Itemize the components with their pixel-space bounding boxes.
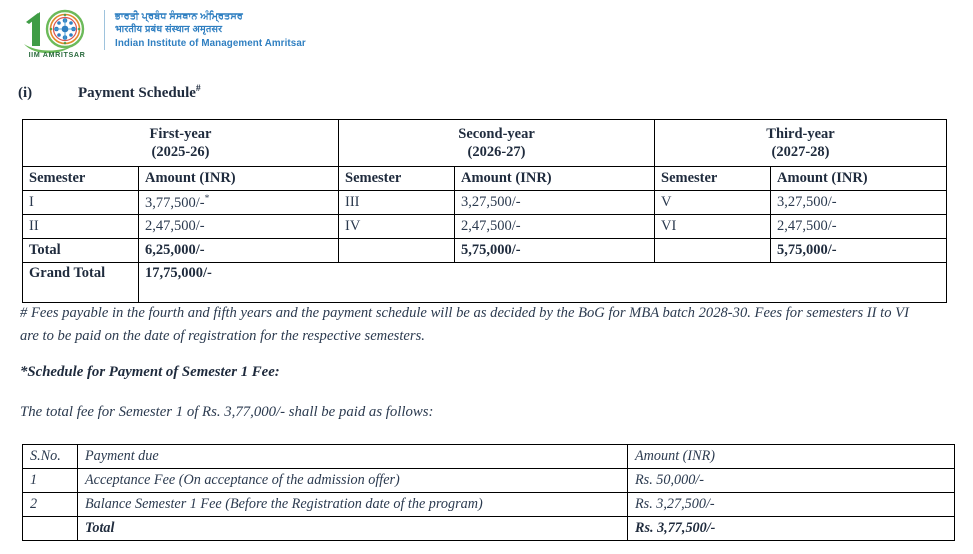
column-header-payment-due: Payment due (78, 445, 628, 469)
semester-1-schedule-heading: *Schedule for Payment of Semester 1 Fee: (20, 364, 280, 380)
section-title: Payment Schedule (78, 85, 196, 101)
year-group-period: (2026-27) (467, 144, 526, 160)
anniversary-mandala-icon (18, 6, 96, 56)
amount-y1: 2,47,500/- (139, 215, 339, 239)
row-payment-due: Acceptance Fee (On acceptance of the admission offer) (78, 469, 628, 493)
section-heading (18, 84, 201, 102)
row-sno: 2 (23, 493, 78, 517)
row-amount: Rs. 50,000/- (628, 469, 955, 493)
year-group-second (339, 120, 655, 167)
fee-footnote: # Fees payable in the fourth and fifth years and the payment schedule will be as decided by the BoG for MBA batch 2028-30. Fees for semesters II to VI are to be paid on the date of registration for the respective semesters. (20, 305, 909, 344)
semester-y1: II (23, 215, 139, 239)
institute-name-devanagari: भारतीय प्रबंध संस्थान अमृतसर (115, 24, 223, 36)
year-group-first (23, 120, 339, 167)
grand-total-label: Grand Total (23, 263, 139, 303)
semester-y3: VI (655, 215, 771, 239)
semester-y2: III (339, 191, 455, 215)
amount-value: 3,77,500/- (145, 194, 205, 211)
total-sno (23, 517, 78, 541)
grand-total-value: 17,75,000/- (139, 263, 947, 303)
table-row (23, 469, 955, 493)
row-payment-due: Balance Semester 1 Fee (Before the Registration date of the program) (78, 493, 628, 517)
table-row (23, 215, 947, 239)
total-amount-y2: 5,75,000/- (455, 239, 655, 263)
table-row-grand-total (23, 263, 947, 303)
table-row-column-headers (23, 167, 947, 191)
column-header-amount: Amount (INR) (628, 445, 955, 469)
year-group-name: Third-year (766, 125, 835, 142)
column-header-semester-y3: Semester (655, 167, 771, 191)
column-header-amount-y1: Amount (INR) (139, 167, 339, 191)
institute-name-block (115, 11, 306, 56)
payment-schedule-table (22, 119, 947, 303)
year-group-third (655, 120, 947, 167)
row-sno: 1 (23, 469, 78, 493)
logo-caption: IIM AMRITSAR (28, 50, 86, 59)
column-header-sno: S.No. (23, 445, 78, 469)
total-spacer-y3 (655, 239, 771, 263)
section-title-marker: # (195, 84, 201, 94)
institute-name-english: Indian Institute of Management Amritsar (115, 37, 306, 49)
semester-y1: I (23, 191, 139, 215)
table-row-year-headers (23, 120, 947, 167)
total-amount-y3: 5,75,000/- (771, 239, 947, 263)
amount-y3: 3,27,500/- (771, 191, 947, 215)
logo-divider (104, 10, 105, 50)
institute-name-gurmukhi: ਭਾਰਤੀ ਪ੍ਰਬੰਧ ਸੰਸਥਾਨ ਅੰਮ੍ਰਿਤਸਰ (115, 11, 244, 23)
year-group-name: Second-year (458, 125, 535, 142)
semester-1-lead-in: The total fee for Semester 1 of Rs. 3,77,000/- shall be paid as follows: (20, 404, 434, 420)
table-row-headers (23, 445, 955, 469)
amount-y3: 2,47,500/- (771, 215, 947, 239)
table-row-total (23, 239, 947, 263)
total-spacer-y2 (339, 239, 455, 263)
section-number: (i) (18, 85, 33, 101)
column-header-amount-y2: Amount (INR) (455, 167, 655, 191)
amount-y1 (139, 191, 339, 215)
column-header-amount-y3: Amount (INR) (771, 167, 947, 191)
column-header-semester-y1: Semester (23, 167, 139, 191)
table-row-total (23, 517, 955, 541)
amount-y2: 2,47,500/- (455, 215, 655, 239)
amount-y2: 3,27,500/- (455, 191, 655, 215)
total-label: Total (23, 239, 139, 263)
table-row (23, 191, 947, 215)
total-label: Total (78, 517, 628, 541)
institute-logo-header (18, 6, 306, 62)
total-amount: Rs. 3,77,500/- (628, 517, 955, 541)
year-group-period: (2027-28) (771, 144, 830, 160)
semester-y2: IV (339, 215, 455, 239)
total-amount-y1: 6,25,000/- (139, 239, 339, 263)
column-header-semester-y2: Semester (339, 167, 455, 191)
year-group-name: First-year (149, 125, 212, 142)
row-amount: Rs. 3,27,500/- (628, 493, 955, 517)
year-group-period: (2025-26) (151, 144, 210, 160)
table-row (23, 493, 955, 517)
semester-y3: V (655, 191, 771, 215)
amount-footnote-marker: * (204, 193, 210, 204)
semester-1-payment-table (22, 444, 955, 541)
iim-amritsar-logo-mark (18, 6, 96, 62)
